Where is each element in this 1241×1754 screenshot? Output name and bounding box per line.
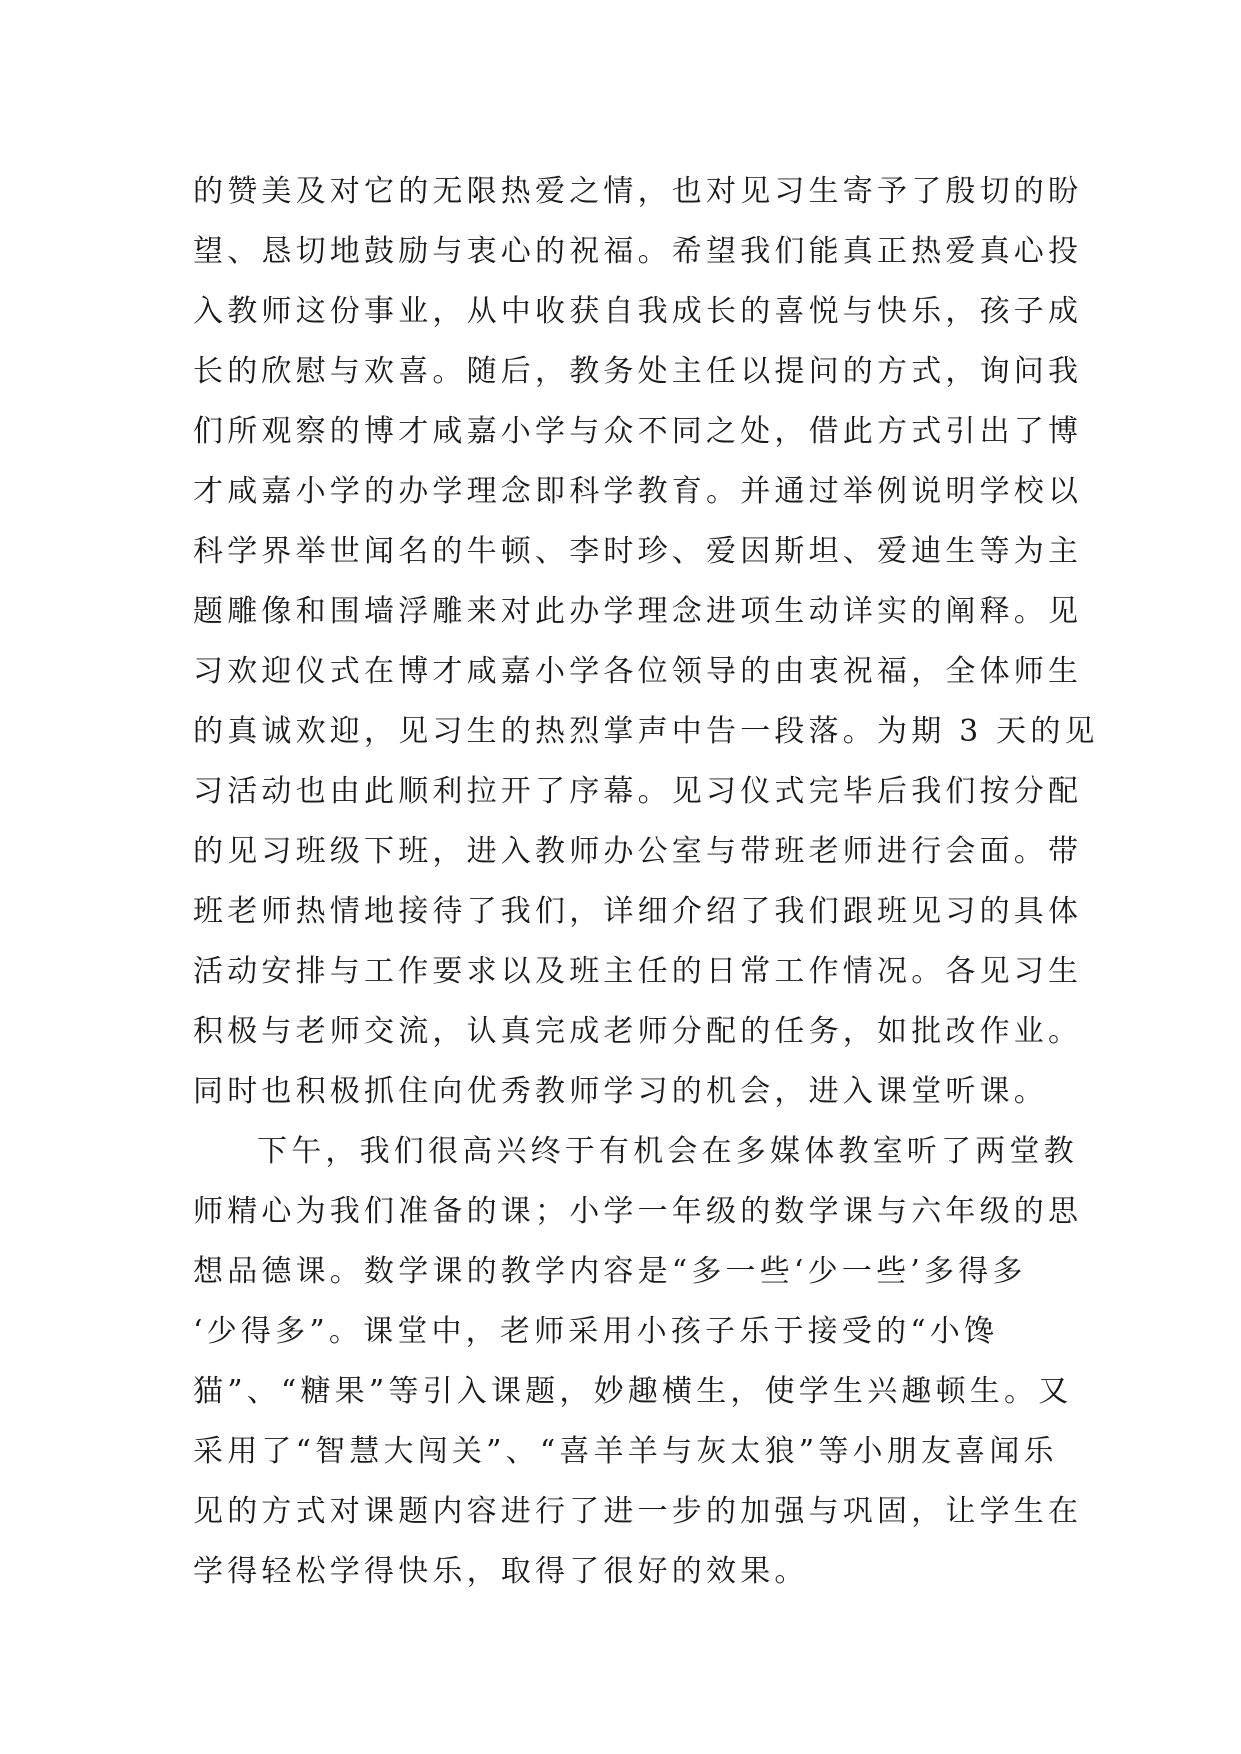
text-line: 的见习班级下班，进入教师办公室与带班老师进行会面。带 [193, 834, 1083, 869]
text-line: 学得轻松学得快乐，取得了很好的效果。 [193, 1554, 809, 1589]
text-line: 想品德课。数学课的教学内容是“多一些‘少一些’多得多 [193, 1254, 1027, 1289]
body-text [193, 162, 1099, 1602]
text-line: 活动安排与工作要求以及班主任的日常工作情况。各见习生 [193, 954, 1083, 989]
paragraph-start-line: 下午，我们很高兴终于有机会在多媒体教室听了两堂教 [257, 1134, 1078, 1169]
text-line: 长的欣慰与欢喜。随后，教务处主任以提问的方式，询问我 [193, 354, 1083, 389]
text-line: 采用了“智慧大闯关”、“喜羊羊与灰太狼”等小朋友喜闻乐 [193, 1434, 1058, 1469]
text-line: 积极与老师交流，认真完成老师分配的任务，如批改作业。 [193, 1014, 1083, 1049]
text-line: 题雕像和围墙浮雕来对此办学理念进项生动详实的阐释。见 [193, 594, 1083, 629]
text-line: ‘少得多”。课堂中，老师采用小孩子乐于接受的“小馋 [193, 1314, 999, 1349]
text-line: 望、恳切地鼓励与衷心的祝福。希望我们能真正热爱真心投 [193, 234, 1083, 269]
text-line: 习欢迎仪式在博才咸嘉小学各位领导的由衷祝福，全体师生 [193, 654, 1083, 689]
text-line: 入教师这份事业，从中收获自我成长的喜悦与快乐，孩子成 [193, 294, 1083, 329]
text-line: 们所观察的博才咸嘉小学与众不同之处，借此方式引出了博 [193, 414, 1083, 449]
text-line: 科学界举世闻名的牛顿、李时珍、爱因斯坦、爱迪生等为主 [193, 534, 1083, 569]
text-line: 的真诚欢迎，见习生的热烈掌声中告一段落。为期 3 天的见 [193, 714, 1099, 749]
text-line: 同时也积极抓住向优秀教师学习的机会，进入课堂听课。 [193, 1074, 1048, 1109]
text-line: 才咸嘉小学的办学理念即科学教育。并通过举例说明学校以 [193, 474, 1083, 509]
text-line: 见的方式对课题内容进行了进一步的加强与巩固，让学生在 [193, 1494, 1083, 1529]
text-line: 的赞美及对它的无限热爱之情，也对见习生寄予了殷切的盼 [193, 174, 1083, 209]
text-line: 猫”、“糖果”等引入课题，妙趣横生，使学生兴趣顿生。又 [193, 1374, 1073, 1409]
text-line: 班老师热情地接待了我们，详细介绍了我们跟班见习的具体 [193, 894, 1083, 929]
text-line: 习活动也由此顺利拉开了序幕。见习仪式完毕后我们按分配 [193, 774, 1083, 809]
text-line: 师精心为我们准备的课；小学一年级的数学课与六年级的思 [193, 1194, 1083, 1229]
